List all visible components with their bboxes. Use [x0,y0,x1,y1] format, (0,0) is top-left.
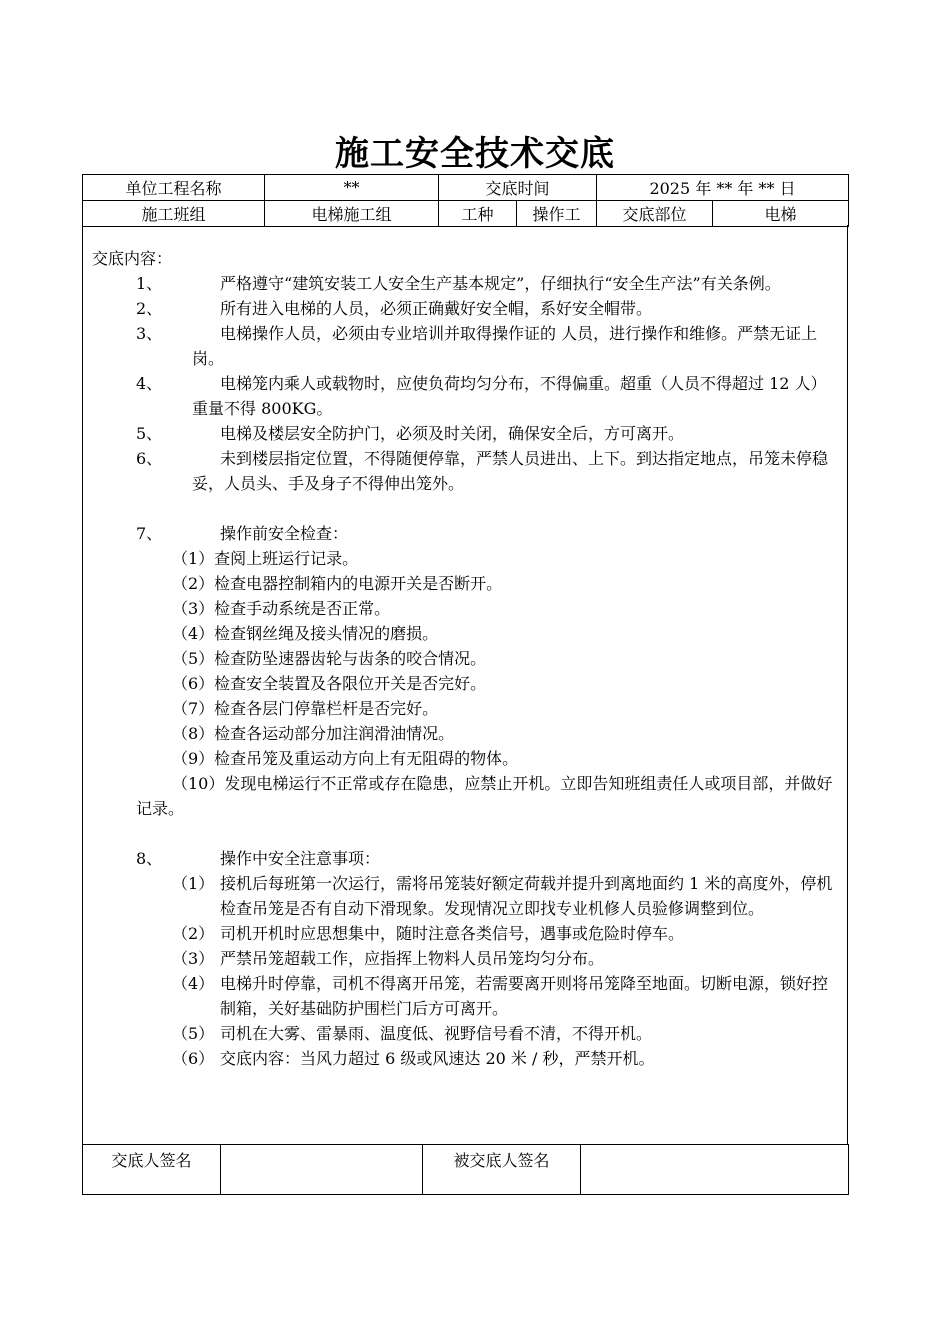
note-item [92,1021,840,1046]
info-table [82,174,849,227]
info-row-1 [83,175,849,201]
trade-label: 工种 [439,201,517,227]
item-text: 操作前安全检查： [220,524,349,543]
briefing-part-value: 电梯 [713,201,849,227]
item-text: 电梯笼内乘人或载物时，应使负荷均匀分布，不得偏重。超重（人员不得超过 12 人）重量不得 800KG。 [192,374,827,418]
list-item [92,521,840,546]
item-number: 3、 [136,324,163,343]
list-item [92,421,840,446]
team-value: 电梯施工组 [265,201,439,227]
check-item: （6）检查安全装置及各限位开关是否完好。 [172,674,487,693]
note-text: 交底内容：当风力超过 6 级或风速达 20 米 / 秒，严禁开机。 [220,1049,655,1068]
giver-signature-field[interactable] [221,1145,423,1195]
note-number: （3） [172,949,215,968]
item-number: 4、 [136,374,163,393]
check-item: （2）检查电器控制箱内的电源开关是否断开。 [172,574,503,593]
briefing-time-value: 2025 年 ** 年 ** 日 [597,175,849,201]
note-text: 严禁吊笼超载工作，应指挥上物料人员吊笼均匀分布。 [220,949,605,968]
list-item [92,446,840,496]
check-item: （5）检查防坠速器齿轮与齿条的咬合情况。 [172,649,487,668]
receiver-signature-label: 被交底人签名 [423,1145,581,1195]
document-title: 施工安全技术交底 [335,134,615,174]
list-item [92,846,840,871]
note-item [92,971,840,1021]
item-number: 8、 [136,849,163,868]
project-name-label: 单位工程名称 [83,175,265,201]
item-number: 7、 [136,524,163,543]
briefing-content [92,246,840,1071]
note-item [92,946,840,971]
note-number: （6） [172,1049,215,1068]
item-text: 未到楼层指定位置，不得随便停靠，严禁人员进出、上下。到达指定地点，吊笼未停稳妥，人员头、手及身子不得伸出笼外。 [192,449,829,493]
content-heading: 交底内容： [92,249,173,268]
item-text: 所有进入电梯的人员，必须正确戴好安全帽，系好安全帽带。 [220,299,653,318]
content-box [82,225,848,1144]
note-item [92,871,840,921]
check-item: （4）检查钢丝绳及接头情况的磨损。 [172,624,439,643]
note-item [92,1046,840,1071]
item-text: 电梯操作人员，必须由专业培训并取得操作证的 人员，进行操作和维修。严禁无证上岗。 [192,324,818,368]
note-text: 司机开机时应思想集中，随时注意各类信号，遇事或危险时停车。 [220,924,685,943]
list-item [92,271,840,296]
item-number: 1、 [136,274,163,293]
item-number: 5、 [136,424,163,443]
briefing-time-label: 交底时间 [439,175,597,201]
note-text: 电梯升时停靠，司机不得离开吊笼，若需要离开则将吊笼降至地面。切断电源，锁好控制箱，关好基础防护围栏门后方可离开。 [220,974,829,1018]
trade-value: 操作工 [517,201,597,227]
info-row-2 [83,201,849,227]
list-item [92,371,840,421]
signature-table [82,1144,849,1195]
note-text: 接机后每班第一次运行，需将吊笼装好额定荷载并提升到离地面约 1 米的高度外，停机检查吊笼是否有自动下滑现象。发现情况立即找专业机修人员验修调整到位。 [220,874,833,918]
team-label: 施工班组 [83,201,265,227]
check-item: （9）检查吊笼及重运动方向上有无阻碍的物体。 [172,749,519,768]
spacer [92,496,840,521]
check-item: （8）检查各运动部分加注润滑油情况。 [172,724,455,743]
list-item [92,321,840,371]
note-text: 司机在大雾、雷暴雨、温度低、视野信号看不清，不得开机。 [220,1024,653,1043]
check-item: （10）发现电梯运行不正常或存在隐患，应禁止开机。立即告知班组责任人或项目部，并做好记录。 [136,774,833,818]
item-number: 6、 [136,449,163,468]
note-number: （4） [172,974,215,993]
note-number: （5） [172,1024,215,1043]
item-text: 严格遵守“建筑安装工人安全生产基本规定”，仔细执行“安全生产法”有关条例。 [220,274,781,293]
list-item [92,296,840,321]
check-item: （3）检查手动系统是否正常。 [172,599,391,618]
check-item: （7）检查各层门停靠栏杆是否完好。 [172,699,439,718]
note-item [92,921,840,946]
briefing-part-label: 交底部位 [597,201,713,227]
check-item: （1）查阅上班运行记录。 [172,549,359,568]
item-number: 2、 [136,299,163,318]
spacer [92,821,840,846]
note-number: （1） [172,874,215,893]
project-name-value: ** [265,175,439,201]
receiver-signature-field[interactable] [581,1145,849,1195]
giver-signature-label: 交底人签名 [83,1145,221,1195]
note-number: （2） [172,924,215,943]
item-text: 电梯及楼层安全防护门，必须及时关闭，确保安全后，方可离开。 [220,424,685,443]
item-text: 操作中安全注意事项： [220,849,381,868]
